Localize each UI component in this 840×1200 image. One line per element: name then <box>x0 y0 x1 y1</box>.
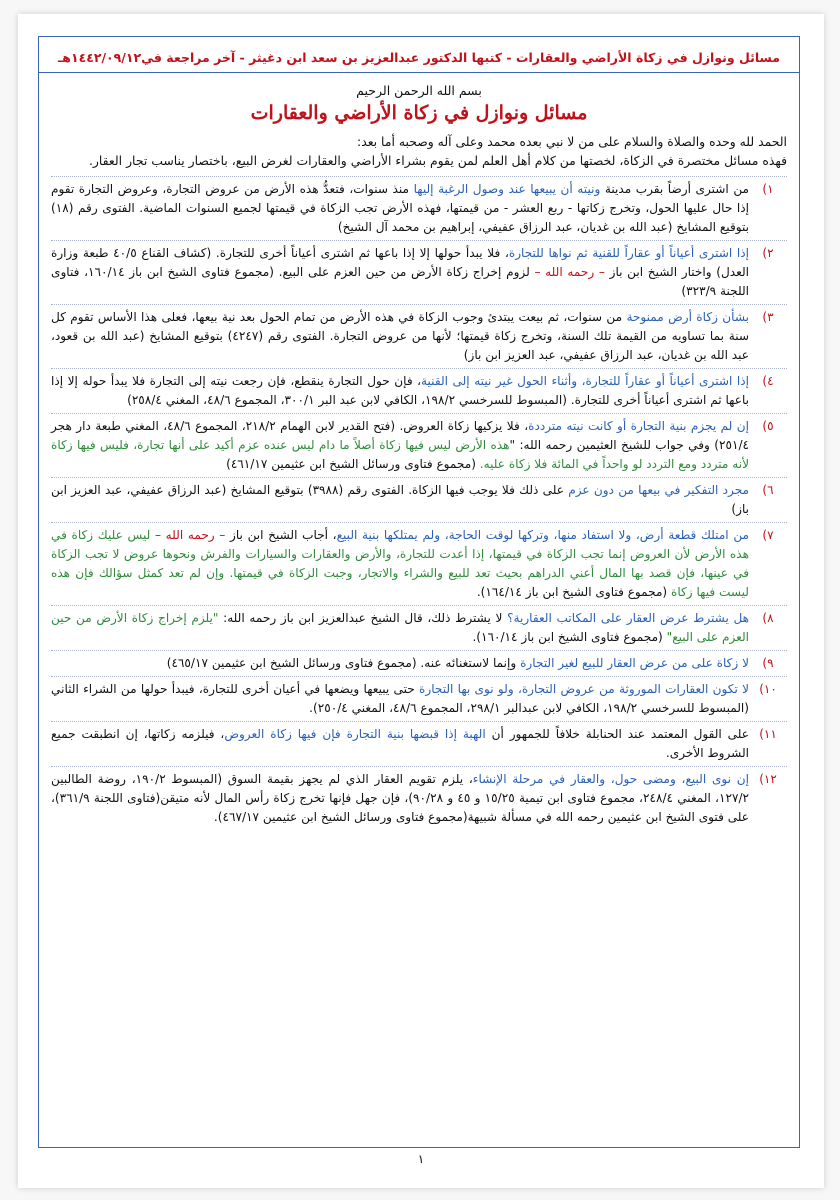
item-number: ٥) <box>762 419 774 433</box>
item-text <box>51 180 749 237</box>
list-item <box>51 605 787 650</box>
item-text-segment: ، فإن حول التجارة ينقطع، فإن رجعت نيته إلى التجارة فلا يبدأ حوله إلا إذا باعها ثم اشترى أعياناً أخرى للتجارة. (المبسوط للسرخسي ١٩٨/٢، الكافي لابن عبد البر ٣٠٠/١، المجموع ٤٨/٦، المغني ٢٥٨/٤) <box>51 374 749 407</box>
page-title: مسائل ونوازل في زكاة الأراضي والعقارات <box>250 102 588 124</box>
item-honorific: – رحمه الله – <box>154 528 226 542</box>
item-text <box>51 481 749 519</box>
list-item <box>51 721 787 766</box>
item-highlight: لا زكاة على من عرض العقار للبيع لغير التجارة <box>520 656 749 670</box>
item-highlight: لا تكون العقارات الموروثة من عروض التجارة، ولو نوى بها التجارة <box>419 682 750 696</box>
list-item <box>51 176 787 240</box>
item-text-segment: من سنوات، ثم بيعت يبتدئ وجوب الزكاة في هذه الأرض من تمام الحول بعد نية بيعها، فعلى هذا الأساس تقوم كل سنة بما تساويه من القيمة تلك السنة، وتخرج زكاة قيمتها؛ لأنها من عروض التجارة. الفتوى رقم (٤٢٤٧) بتوقيع المشايخ (عبد الله بن قعود، عبد الله بن غديان، عبد الرزاق عفيفي، عبد العزيز ابن باز) <box>51 310 749 362</box>
intro-paragraph-2: فهذه مسائل مختصرة في الزكاة، لخصتها من كلام أهل العلم لمن يقوم بشراء الأراضي والعقارات لغرض البيع، باختصار يناسب تجار العقار. <box>88 153 787 168</box>
running-header: مسائل ونوازل في زكاة الأراضي والعقارات - كتبها الدكتور عبدالعزيز بن سعد ابن دغيثر - آخر مراجعة في١٤٤٢/٠٩/١٢هـ <box>39 37 799 73</box>
basmala: بسم الله الرحمن الرحيم <box>356 83 482 98</box>
item-number: ٧) <box>762 528 774 542</box>
item-number: ٤) <box>762 374 774 388</box>
item-text-segment: منذ سنوات، فتعدُّ هذه الأرض من عروض التجارة، وعروض التجارة تقوم إذا حال عليها الحول، وتخرج زكاتها - ربع العشر - من قيمتها، فهذه الأرض تجب الزكاة في قيمتها لجميع السنوات الماضية. الفتوى رقم (١٨) بتوقيع المشايخ (عبد الله بن غديان، عبد الرزاق عفيفي، إبراهيم بن محمد آل الشيخ) <box>51 182 749 234</box>
item-text <box>51 725 749 763</box>
item-highlight: ونيته أن يبيعها عند وصول الرغبة إليها <box>413 182 601 196</box>
list-item <box>51 368 787 413</box>
item-number: ٦) <box>762 483 774 497</box>
item-text-segment: (مجموع فتاوى الشيخ ابن باز ١٦٤/١٤). <box>476 585 671 599</box>
item-text-segment: وإنما لاستغنائه عنه. (مجموع فتاوى ورسائل الشيخ ابن عثيمين ٤٦٥/١٧) <box>166 656 521 670</box>
item-highlight: مجرد التفكير في بيعها من دون عزم <box>568 483 750 497</box>
item-text-segment: من اشترى أرضاً بقرب مدينة <box>600 182 750 196</box>
item-text-segment: لا يشترط ذلك، قال الشيخ عبدالعزيز ابن باز رحمه الله: <box>218 611 508 625</box>
page-frame <box>38 36 800 1148</box>
item-text <box>51 680 749 718</box>
document-page <box>18 14 824 1188</box>
item-number: ١٢) <box>759 772 777 786</box>
item-quote: ليس عليك زكاة في هذه الأرض لأن العروض إنما تجب الزكاة في قيمتها، إذا أعدت للتجارة، والأرض والعقارات والسيارات والفرش ونحوها عروض لا تجب الزكاة في عينها، فإن قصد بها المال أعني الدراهم بحيث تعد للبيع والشراء والاتجار، وجبت الزكاة في قيمتها. وإن لم تعد كمثل سؤالك فإن هذه ليست فيها زكاة <box>51 528 749 599</box>
item-text-segment: ، فيلزمه زكاتها، إن انطبقت جميع الشروط الأخرى. <box>51 727 749 760</box>
list-item <box>51 413 787 477</box>
page-number: ١ <box>417 1152 425 1166</box>
item-text-segment: (مجموع فتاوى الشيخ ابن باز ١٦٠/١٤). <box>472 630 667 644</box>
item-text <box>51 372 749 410</box>
item-text-segment: (مجموع فتاوى ورسائل الشيخ ابن عثيمين ٤٦١/١٧) <box>226 457 480 471</box>
item-highlight: من امتلك قطعة أرض، ولا استفاد منها، وتركها لوقت الحاجة، ولم يمتلكها بنية البيع <box>336 528 750 542</box>
item-text-segment: ، فلا يزكيها زكاة العروض. (فتح القدير لابن الهمام ٢١٨/٢، المجموع ٤٨/٦، المغني طبعة دار هجر ٢٥١/٤) وفي جواب للشيخ العثيمين رحمه الله: " <box>51 419 750 452</box>
list-item <box>51 240 787 304</box>
item-text-segment: ، أجاب الشيخ ابن باز <box>225 528 337 542</box>
item-text-segment: على القول المعتمد عند الحنابلة خلافاً للجمهور أن <box>485 727 749 741</box>
item-text <box>51 244 749 301</box>
item-text-segment: حتى يبيعها ويضعها في أعيان أخرى للتجارة، فيبدأ حولها من الشراء الثاني (المبسوط للسرخسي ١٩٨/٢، الكافي لابن عبدالبر ٢٩٨/١، المجموع ٤٨/٦، المغني ٢٥٠/٤). <box>51 682 749 715</box>
item-highlight: إذا اشترى أعياناً أو عقاراً للتجارة، وأثناء الحول غير نيته إلى القنية <box>421 374 749 388</box>
item-text-segment: ، فلا يبدأ حولها إلا إذا باعها ثم اشترى أعياناً أخرى للتجارة. (كشاف القناع ٤٠/٥ طبعة وزارة العدل) واختار الشيخ ابن باز <box>51 246 750 279</box>
item-highlight: إن نوى البيع، ومضى حول، والعقار في مرحلة الإنشاء <box>472 772 749 786</box>
item-highlight: إذا اشترى أعياناً أو عقاراً للقنية ثم نواها للتجارة <box>508 246 749 260</box>
item-text <box>51 609 749 647</box>
item-highlight: إن لم يجزم بنية التجارة أو كانت نيته مترددة <box>528 419 750 433</box>
list-item <box>51 304 787 368</box>
item-text <box>51 308 749 365</box>
item-text <box>51 526 749 602</box>
item-honorific: – رحمه الله – <box>534 265 605 279</box>
item-text <box>51 654 749 673</box>
item-text-segment: على ذلك فلا يوجب فيها الزكاة. الفتوى رقم (٣٩٨٨) بتوقيع المشايخ (عبد الرزاق عفيفي، عبد العزيز ابن باز) <box>51 483 749 516</box>
item-number: ١) <box>762 182 774 196</box>
item-text-segment: ، يلزم تقويم العقار الذي لم يجهز بقيمة السوق (المبسوط ١٩٠/٢، روضة الطالبين ١٢٧/٢، المغني ٢٤٨/٤، مجموع فتاوى ابن تيمية ١٥/٢٥ و ٤٥ و ٩٠/٢٨)، فإن جهل فإنها تخرج زكاة رأس المال لأنه متيقن(فتاوى اللجنة ٣٦١/٩)، على فتوى الشيخ ابن عثيمين رحمه الله في مسألة شبيهة(مجموع فتاوى ورسائل الشيخ ابن عثيمين ٤٦٧/١٧). <box>51 772 750 824</box>
item-text <box>51 770 749 827</box>
item-number: ٩) <box>762 656 774 670</box>
item-number: ٣) <box>762 310 774 324</box>
item-number: ١٠) <box>759 682 777 696</box>
item-number: ٢) <box>762 246 774 260</box>
item-highlight: هل يشترط عرض العقار على المكاتب العقارية؟ <box>507 611 750 625</box>
item-quote: "يلزم إخراج زكاة الأرض من حين العزم على البيع" <box>51 611 749 644</box>
item-quote: هذه الأرض ليس فيها زكاة أصلاً ما دام ليس عنده عزم أكيد على أنها تجارة، فليس فيها زكاة لأنه متردد ومع التردد لو واحداً في المائة فلا زكاة عليه. <box>51 438 749 471</box>
issues-list <box>51 176 787 830</box>
list-item <box>51 522 787 605</box>
list-item <box>51 766 787 830</box>
intro-paragraph-1: الحمد لله وحده والصلاة والسلام على من لا نبي بعده محمد وعلى آله وصحبه أما بعد: <box>357 134 787 149</box>
list-item <box>51 650 787 676</box>
item-number: ١١) <box>759 727 777 741</box>
item-text <box>51 417 749 474</box>
list-item <box>51 477 787 522</box>
list-item <box>51 676 787 721</box>
item-number: ٨) <box>762 611 774 625</box>
item-text-segment: لزوم إخراج زكاة الأرض من حين العزم على البيع. (مجموع فتاوى الشيخ ابن باز ١٦٠/١٤، فتاوى اللجنة ٣٢٣/٩) <box>51 265 749 298</box>
item-highlight: الهبة إذا قبضها بنية التجارة فإن فيها زكاة العروض <box>224 727 486 741</box>
item-highlight: بشأن زكاة أرض ممنوحة <box>626 310 749 324</box>
